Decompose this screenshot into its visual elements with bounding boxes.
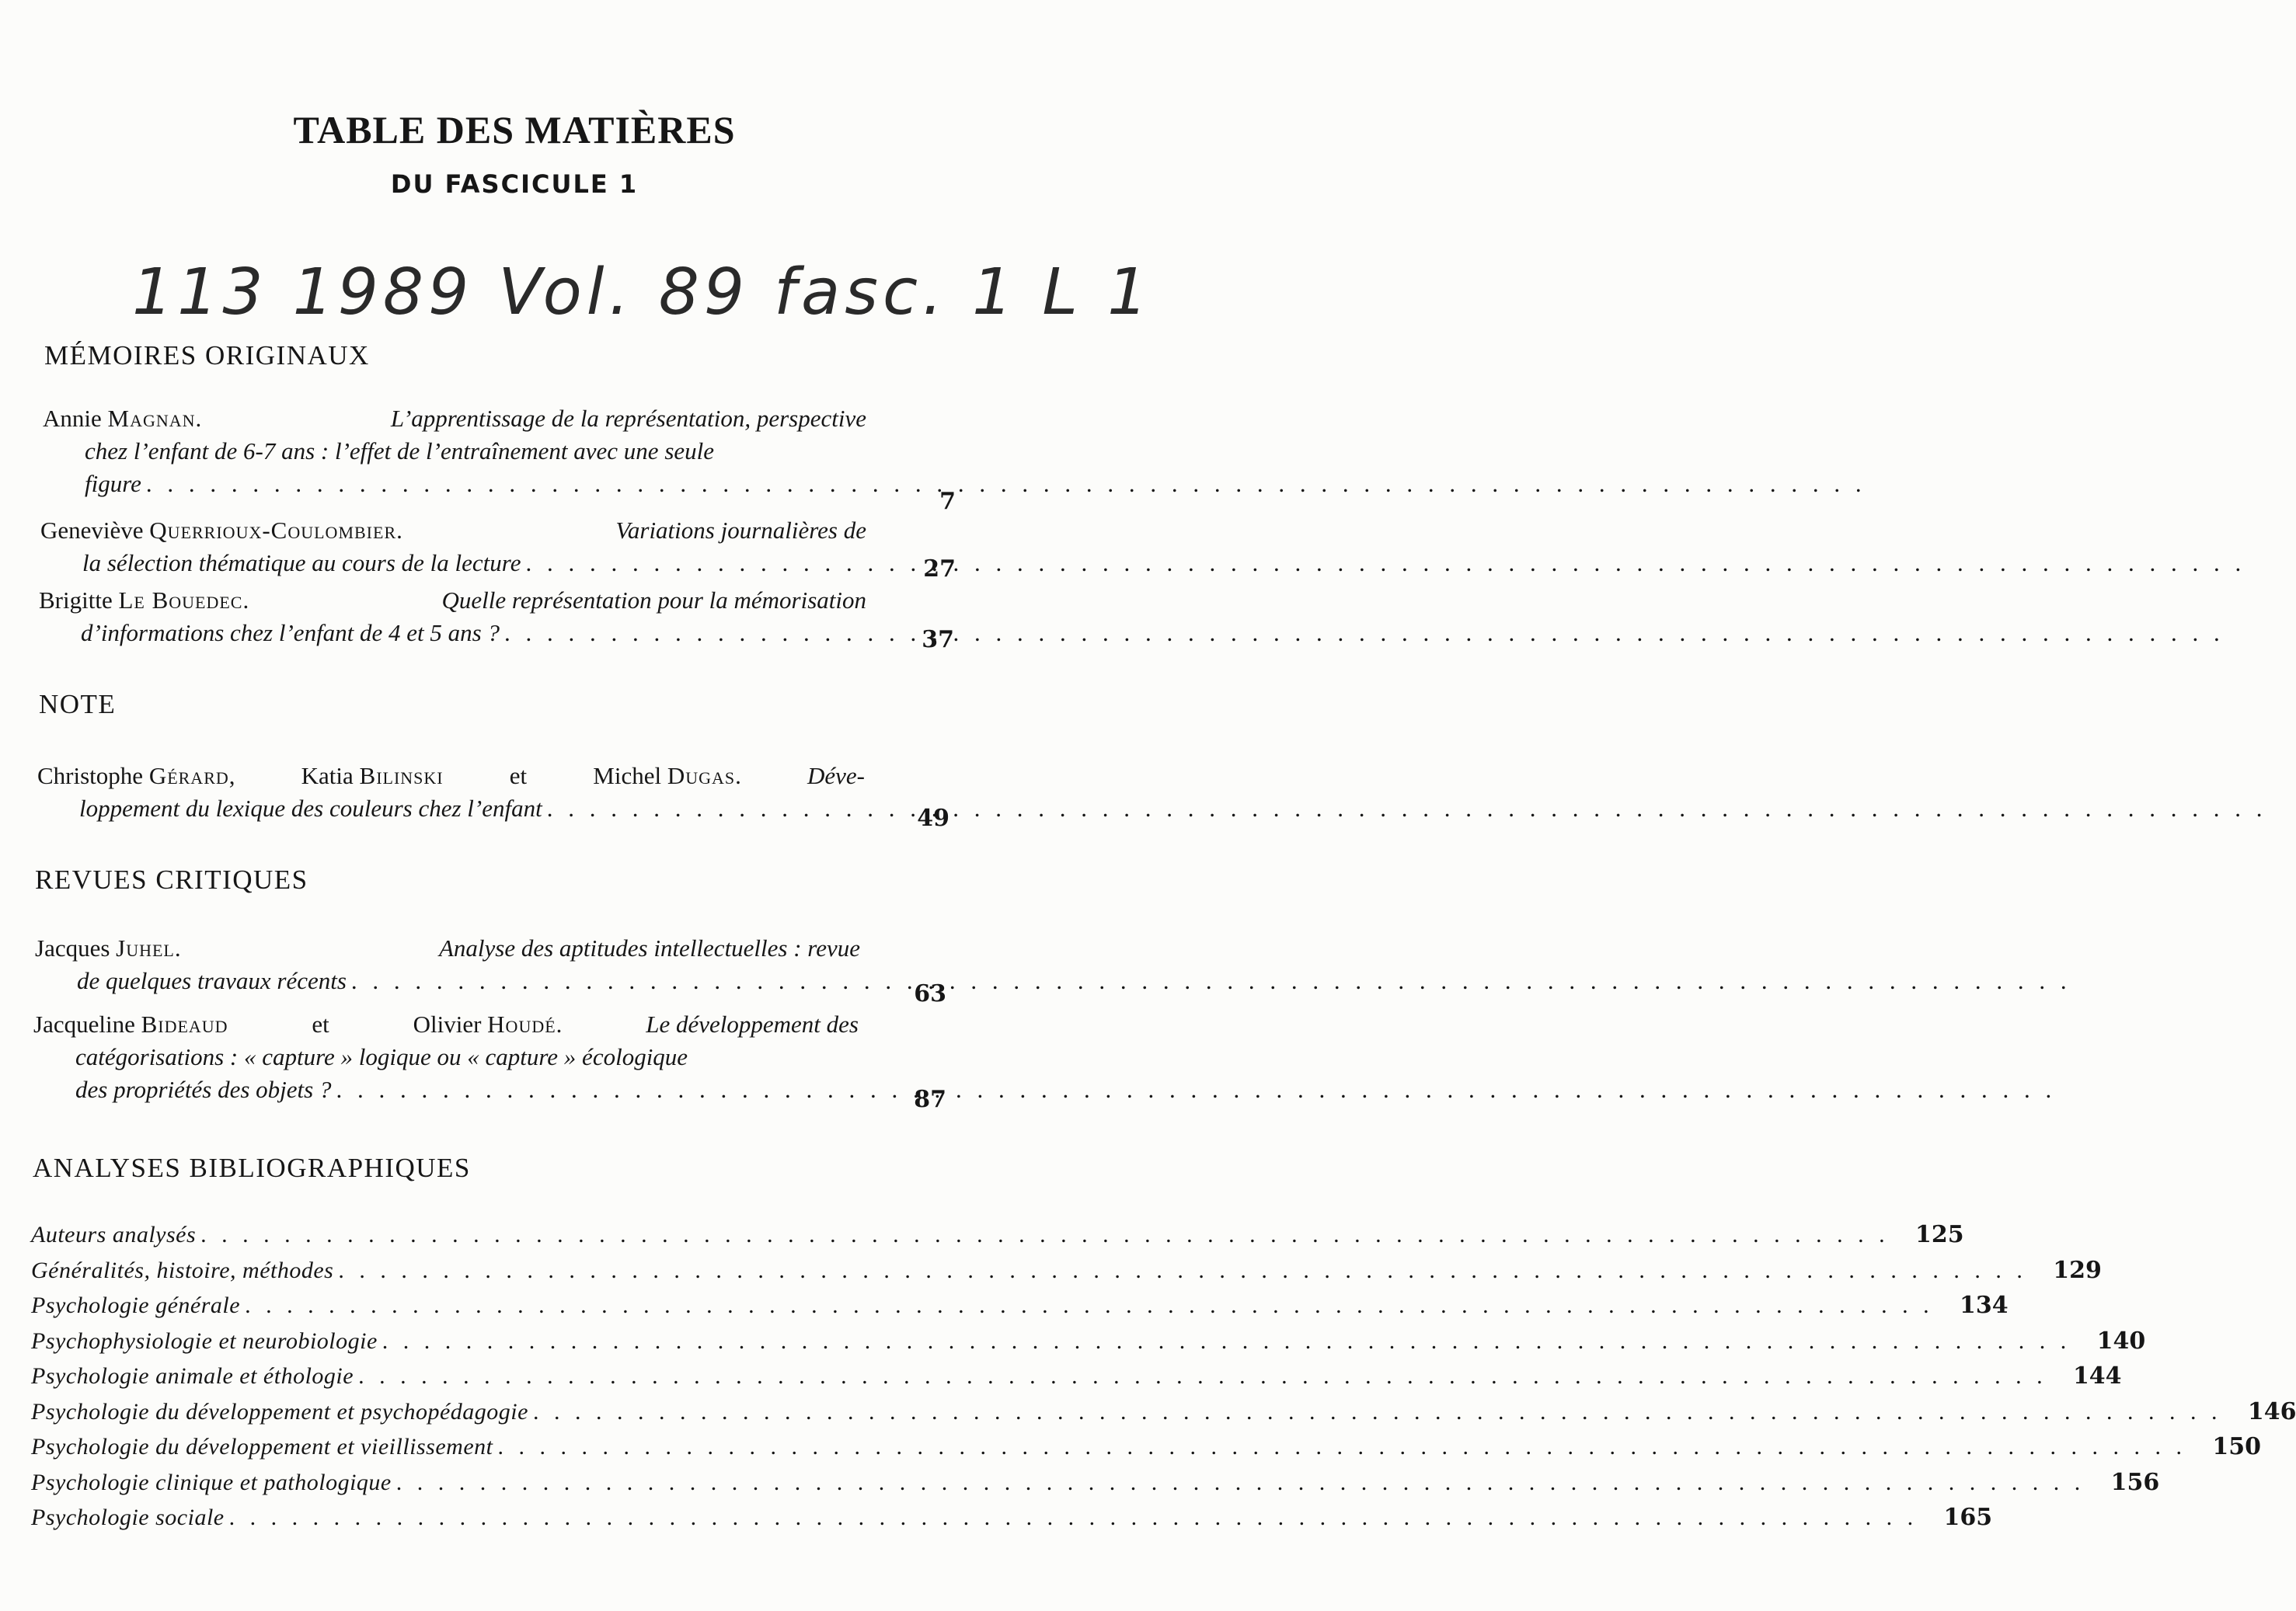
list-item <box>31 1292 2009 1327</box>
list-item <box>31 1468 2160 1505</box>
list-item <box>31 1221 1964 1257</box>
page-subtitle: DU FASCICULE 1 <box>390 169 639 199</box>
author-first: Christophe <box>37 762 144 789</box>
page-number: 63 <box>914 980 946 1007</box>
bibliography-list <box>31 1221 2296 1540</box>
page-number: 150 <box>2212 1433 2261 1460</box>
leader-dots <box>336 1073 2056 1106</box>
author-last: Juhel <box>116 934 175 962</box>
author-last: Dugas <box>667 762 736 789</box>
leader-dots <box>547 792 2267 825</box>
item-label: Psychophysiologie et neurobiologie <box>31 1327 378 1354</box>
page-number: 125 <box>1915 1221 1964 1248</box>
author-first: Michel <box>593 762 662 789</box>
page-number: 140 <box>2096 1327 2146 1355</box>
entry-title-line: Variations journalières de <box>615 517 866 544</box>
page-number: 146 <box>2247 1397 2296 1425</box>
conjunction: et <box>509 762 528 789</box>
item-label: Psychologie générale <box>31 1293 241 1318</box>
list-item <box>31 1256 2102 1293</box>
page-number: 165 <box>1943 1504 1993 1531</box>
item-label: Psychologie du développement et vieillissement <box>31 1434 493 1460</box>
list-item <box>31 1327 2146 1363</box>
author-first: Jacques <box>35 934 110 962</box>
leader-dots <box>497 1434 2186 1460</box>
section-heading-memoires: MÉMOIRES ORIGINAUX <box>44 340 370 371</box>
leader-dots <box>229 1505 1918 1531</box>
entry-title-line: Quelle représentation pour la mémorisation <box>441 586 866 614</box>
page-number: 7 <box>939 488 956 515</box>
author-last: Querrioux-Coulombier <box>149 517 397 544</box>
list-item <box>31 1433 2261 1469</box>
page-number: 37 <box>922 626 954 653</box>
entry-title-line: Déve- <box>807 762 865 789</box>
entry-title-line: d’informations chez l’enfant de 4 et 5 ans ? <box>81 619 500 646</box>
item-label: Psychologie animale et éthologie <box>31 1363 354 1389</box>
author-first: Jacqueline <box>33 1011 135 1038</box>
section-heading-note: NOTE <box>39 689 117 719</box>
author-first: Geneviève <box>40 517 144 544</box>
handwritten-annotation <box>132 247 1153 340</box>
page-number: 27 <box>923 555 956 583</box>
author-last: Le Bouedec <box>118 586 243 614</box>
entry-title-line: L’apprentissage de la représentation, perspective <box>390 405 866 432</box>
leader-dots <box>504 617 2225 649</box>
section-heading-revues: REVUES CRITIQUES <box>35 865 308 895</box>
item-label: Généralités, histoire, méthodes <box>31 1257 334 1283</box>
list-item <box>31 1504 1993 1540</box>
entry-title-line: la sélection thématique au cours de la lecture <box>82 549 521 576</box>
entry-title-line: de quelques travaux récents <box>77 967 347 994</box>
author-first: Brigitte <box>39 586 113 614</box>
page-number: 87 <box>914 1086 946 1113</box>
leader-dots <box>525 547 2245 579</box>
entry-title-line: des propriétés des objets ? <box>75 1076 332 1103</box>
section-heading-analyses: ANALYSES BIBLIOGRAPHIQUES <box>33 1153 471 1183</box>
toc-entry: Jacqueline Bideaud et Olivier Houdé. Le développement des catégorisations : « capture » logique ou « capture » écologique des propriétés des objets ? . . . <box>33 1008 859 1106</box>
entry-title-line: figure <box>85 470 141 497</box>
list-item <box>31 1397 2296 1434</box>
author-first: Olivier <box>413 1011 482 1038</box>
leader-dots <box>358 1363 2047 1390</box>
leader-dots <box>245 1293 1934 1319</box>
leader-dots <box>382 1328 2071 1355</box>
entry-title-line: Le développement des <box>646 1011 859 1038</box>
page-number: 129 <box>2053 1256 2102 1284</box>
author-first: Katia <box>301 762 354 789</box>
leader-dots <box>533 1399 2222 1425</box>
entry-title-line: Analyse des aptitudes intellectuelles : revue <box>438 934 860 962</box>
entry-title-line: loppement du lexique des couleurs chez l’enfant <box>79 795 542 822</box>
item-label: Psychologie clinique et pathologique <box>31 1469 392 1495</box>
author-first: Annie <box>43 405 102 432</box>
conjunction: et <box>312 1011 329 1038</box>
item-label: Psychologie sociale <box>31 1505 225 1530</box>
leader-dots <box>200 1222 1890 1248</box>
entry-title-line: catégorisations : « capture » logique ou « capture » écologique <box>75 1043 688 1070</box>
toc-entry: Geneviève Querrioux-Coulombier. Variations journalières de la sélection thématique au cours de la lecture . . . <box>40 514 866 579</box>
page-number: 134 <box>1959 1292 2009 1319</box>
item-label: Auteurs analysés <box>31 1222 197 1247</box>
toc-entry: Christophe Gérard, Katia Bilinski et Michel Dugas. Déve- loppement du lexique des couleurs chez l’enfant . . . <box>37 760 865 825</box>
list-item <box>31 1362 2122 1398</box>
author-last: Magnan <box>107 405 196 432</box>
author-last: Gérard <box>148 762 229 789</box>
leader-dots <box>351 965 2071 997</box>
author-last: Houdé <box>487 1011 556 1038</box>
leader-dots <box>146 468 1866 500</box>
author-last: Bideaud <box>141 1011 228 1038</box>
leader-dots <box>338 1258 2027 1284</box>
page-title: TABLE DES MATIÈRES <box>293 108 736 151</box>
page-number: 144 <box>2072 1362 2122 1390</box>
toc-entry: Brigitte Le Bouedec. Quelle représentation pour la mémorisation d’informations chez l’enfant de 4 et 5 ans ? . . . <box>39 584 866 649</box>
handwritten-text: 113 1989 Vol. 89 fasc. 1 L 1 <box>132 256 1153 329</box>
item-label: Psychologie du développement et psychopédagogie <box>31 1398 528 1425</box>
toc-entry: Jacques Juhel. Analyse des aptitudes intellectuelles : revue de quelques travaux récents . . . <box>35 932 860 997</box>
page-number: 156 <box>2110 1468 2160 1496</box>
author-last: Bilinski <box>359 762 444 789</box>
leader-dots <box>396 1470 2085 1496</box>
entry-title-line: chez l’enfant de 6-7 ans : l’effet de l’entraînement avec une seule <box>85 437 715 465</box>
page-number: 49 <box>917 805 949 832</box>
toc-entry: Annie Magnan. L’apprentissage de la représentation, perspective chez l’enfant de 6-7 ans : l’effet de l’entraînement avec une seule figure . . . <box>43 402 866 500</box>
